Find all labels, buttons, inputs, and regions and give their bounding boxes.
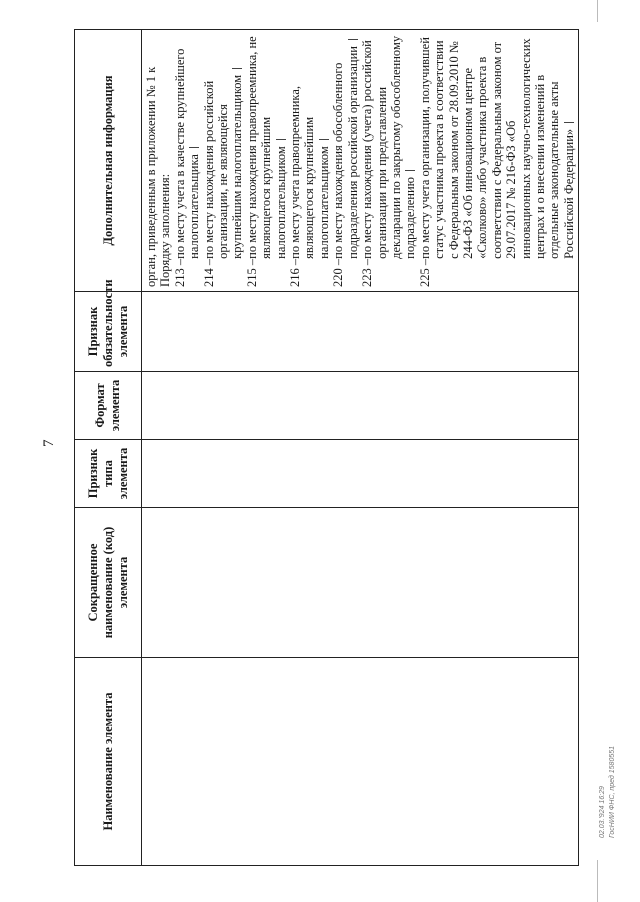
entry-tick-mark (276, 139, 286, 140)
registration-stamp (598, 746, 618, 838)
cell-additional-info (142, 30, 579, 292)
entry-tick-mark (189, 147, 199, 148)
entry-tick-mark (348, 39, 358, 40)
info-code: 213 – (172, 258, 187, 287)
cell-element-code (142, 508, 579, 658)
info-code: 223 – (360, 258, 375, 287)
header-element-format: Формат элемента (75, 372, 142, 440)
entry-tick-mark (319, 139, 329, 140)
scan-edge-mark (597, 0, 598, 22)
info-code: 225 – (417, 258, 432, 287)
info-text: по месту учета в качестве крупнейшего налогоплательщика (172, 48, 202, 259)
cell-element-name (142, 658, 579, 866)
entry-tick-mark (232, 68, 242, 69)
list-item (418, 34, 576, 287)
table-header-row (75, 30, 142, 866)
info-text: по месту нахождения российской организации, не являющейся крупнейшим налогоплательщиком (201, 74, 245, 259)
cell-element-type (142, 440, 579, 508)
rotated-table-container (74, 30, 576, 866)
list-item (245, 34, 288, 287)
stamp-line-1: 02.03.'924 16:29 (599, 786, 606, 838)
info-text: по месту нахождения обособленного подразделения российской организации (331, 46, 360, 259)
list-item (288, 34, 331, 287)
header-element-required: Признак обязательности элемента (75, 292, 142, 372)
cell-element-format (142, 372, 579, 440)
info-text: по месту нахождения (учета) российской организации при представлении декларации по закрытому обособленному подразделению (360, 35, 418, 259)
entry-tick-mark (564, 122, 574, 123)
info-code: 220 – (331, 258, 346, 287)
info-code: 216 – (288, 258, 303, 287)
cell-element-required (142, 292, 579, 372)
list-item (360, 34, 418, 287)
header-element-type: Признак типа элемента (75, 440, 142, 508)
header-element-code: Сокращенное наименование (код) элемента (75, 508, 142, 658)
entry-tick-mark (405, 170, 415, 171)
info-intro: орган, приведенным в приложении № 1 к Порядку заполнения: (144, 66, 173, 287)
info-text: по месту учета организации, получившей статус участника проекта в соответствии с Федеральным законом от 28.09.2010 № 244-ФЗ «Об инновационном центре «Сколково» либо участника проекта в соответствии с Федеральным законом от 29.07.2017 № 216-ФЗ «Об инновационных научно-технологических центрах и о внесении изменений в отдельные законодательные акты Российской Федерации» (417, 37, 576, 259)
header-additional-info: Дополнительная информация (75, 30, 142, 292)
info-text: по месту учета правопреемника, являющегося крупнейшим налогоплательщиком (288, 86, 331, 259)
element-description-table (74, 29, 579, 866)
header-element-name: Наименование элемента (75, 658, 142, 866)
list-item (331, 34, 360, 287)
scan-edge-mark-bottom (597, 860, 598, 902)
table-row (142, 30, 579, 866)
info-code: 215 – (244, 258, 259, 287)
list-item (173, 34, 202, 287)
info-text: по месту нахождения правопреемника, не являющегося крупнейшим налогоплательщиком (244, 36, 288, 259)
stamp-line-2: ГосНИИ ФНС, пред 1580551 (609, 745, 616, 838)
info-code: 214 – (201, 258, 216, 287)
list-item (202, 34, 245, 287)
page-number: 7 (41, 439, 57, 447)
